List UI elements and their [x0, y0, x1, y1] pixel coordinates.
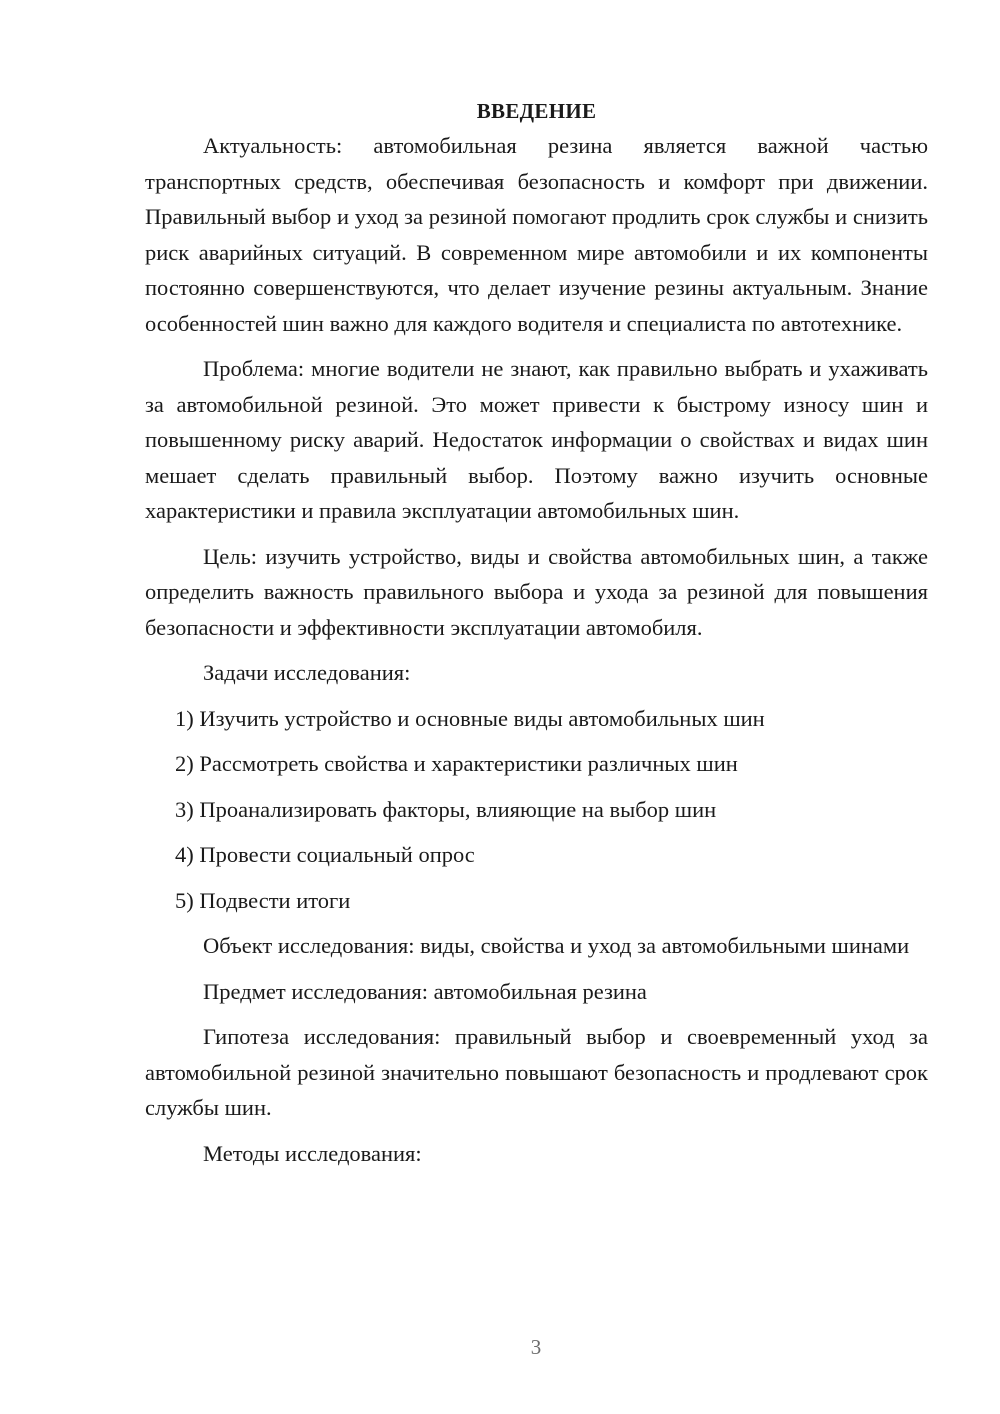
paragraph-spacer — [145, 964, 928, 974]
list-item: 5) Подвести итоги — [175, 887, 351, 913]
paragraph-spacer — [145, 1009, 928, 1019]
list-item: 1) Изучить устройство и основные виды автомобильных шин — [175, 705, 765, 731]
object-paragraph: Объект исследования: виды, свойства и уход за автомобильными шинами — [203, 933, 910, 958]
hypothesis-paragraph: Гипотеза исследования: правильный выбор и своевременный уход за автомобильной резиной значительно повышают безопасность и продлевают срок службы шин. — [145, 1024, 928, 1120]
tasks-title: Задачи исследования: — [203, 660, 411, 685]
relevance-paragraph: Актуальность: автомобильная резина является важной частью транспортных средств, обеспечивая безопасность и комфорт при движении. Правильный выбор и уход за резиной помогают продлить срок службы и снизить риск аварийных ситуаций. В современном мире автомобили и их компоненты постоянно совершенствуются, что делает изучение резины актуальным. Знание особенностей шин важно для каждого водителя и специалиста по автотехнике. — [145, 133, 928, 336]
subject-paragraph: Предмет исследования: автомобильная резина — [203, 978, 647, 1004]
list-item: 3) Проанализировать факторы, влияющие на выбор шин — [175, 796, 717, 822]
list-item: 4) Провести социальный опрос — [175, 842, 475, 867]
tasks-list — [145, 701, 928, 919]
paragraph-spacer — [145, 341, 928, 351]
problem-paragraph: Проблема: многие водители не знают, как правильно выбрать и ухаживать за автомобильной резиной. Это может привести к быстрому износу шин и повышенному риску аварий. Недостаток информации о свойствах и видах шин мешает сделать правильный выбор. Поэтому важно изучить основные характеристики и правила эксплуатации автомобильных шин. — [145, 356, 928, 523]
paragraph-spacer — [145, 645, 928, 655]
paragraph-spacer — [145, 1126, 928, 1136]
methods-title: Методы исследования: — [203, 1140, 422, 1166]
page-number: 3 — [530, 1335, 542, 1359]
page-content — [145, 94, 928, 1171]
goal-paragraph: Цель: изучить устройство, виды и свойства автомобильных шин, а также определить важность правильного выбора и ухода за резиной для повышения безопасности и эффективности эксплуатации автомобиля. — [145, 543, 928, 640]
list-item: 2) Рассмотреть свойства и характеристики различных шин — [175, 751, 738, 776]
paragraph-spacer — [145, 529, 928, 539]
paragraph-spacer — [145, 691, 928, 701]
section-heading: ВВЕДЕНИЕ — [476, 99, 597, 123]
